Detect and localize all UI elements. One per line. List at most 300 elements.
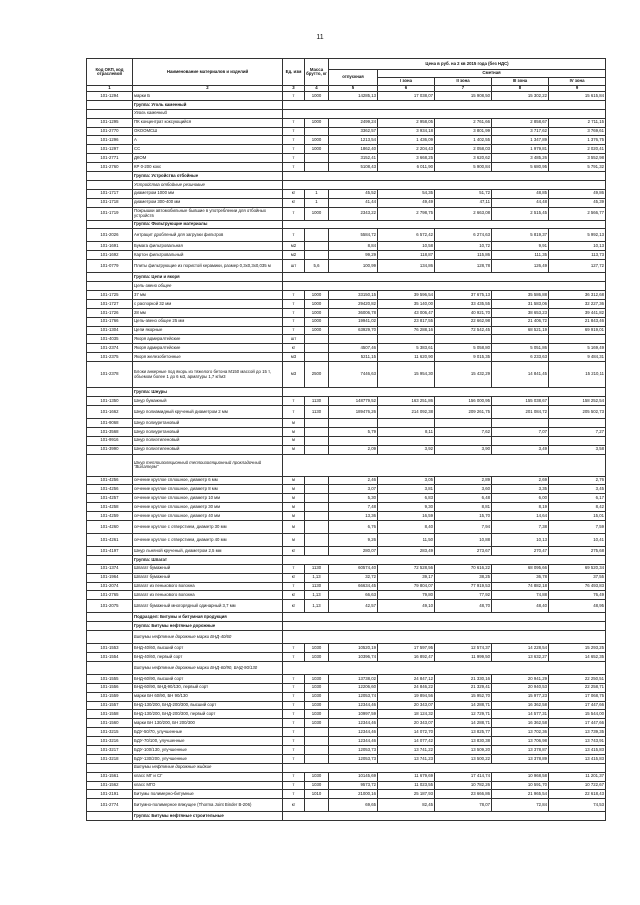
cell-unit: кг	[283, 573, 305, 582]
cell-code: 101-1556	[87, 683, 133, 692]
table-body	[87, 92, 606, 821]
cell-name: сечение круглое с отверстием, диаметр 40 мм	[133, 533, 283, 546]
cell-unit: т	[283, 145, 305, 154]
cell-code: 101-4258	[87, 503, 133, 512]
cell-zone4	[549, 418, 606, 427]
table-row	[87, 418, 606, 427]
cell-zone4: 17 447,66	[549, 719, 606, 728]
cell-zone2: 128,78	[435, 260, 492, 273]
cell-code: 101-1718	[87, 198, 133, 207]
cell-name: Битумы нефтяные дорожные марки БНД-40/60	[133, 631, 283, 644]
table-row	[87, 118, 606, 127]
col-zone3-header: III зона	[492, 78, 549, 86]
cell-price: 12344,46	[329, 719, 378, 728]
cell-zone2: 2 761,66	[435, 118, 492, 127]
cell-zone4: 39 441,82	[549, 308, 606, 317]
table-row	[87, 344, 606, 353]
group-row	[87, 555, 606, 564]
cell-mass: 1000	[305, 308, 329, 317]
cell-name: Битумы полимерно-битумные	[133, 790, 283, 799]
cell-zone1: 13 741,22	[378, 745, 435, 754]
cell-code: 101-3217	[87, 745, 133, 754]
cell-name: КР 0-200 кокс	[133, 163, 283, 172]
cell-zone4: 37,55	[549, 573, 606, 582]
cell-code: 101-1561	[87, 772, 133, 781]
cell-price: 12053,73	[329, 754, 378, 763]
cell-zone2: 2 663,08	[435, 207, 492, 220]
cell-zone4: 15 293,25	[549, 644, 606, 653]
cell-zone1: 6,83	[378, 494, 435, 503]
cell-zone3: 14,64	[492, 512, 549, 521]
table-row	[87, 207, 606, 220]
cell-unit: т	[283, 692, 305, 701]
cell-zone2: 13 830,38	[435, 737, 492, 746]
cell-price: 63929,70	[329, 326, 378, 335]
cell-code: 101-1553	[87, 644, 133, 653]
table-row	[87, 564, 606, 573]
cell-mass	[305, 242, 329, 251]
cell-price: 2499,24	[329, 118, 378, 127]
cell-zone3: 10 968,58	[492, 772, 549, 781]
cell-zone4: 2 711,15	[549, 118, 606, 127]
col-mass-header: Масса брутто, кг	[305, 59, 329, 86]
cell-code: 101-2770	[87, 127, 133, 136]
cell-zone3: 8,19	[492, 503, 549, 512]
cell-zone2: 3,90	[435, 445, 492, 454]
table-row	[87, 701, 606, 710]
cell-price: 66634,45	[329, 582, 378, 591]
cell-name: Уголь каменный	[133, 109, 283, 118]
cell-empty	[283, 100, 606, 109]
cell-zone4: 14 652,35	[549, 652, 606, 661]
cell-zone2: 22 662,98	[435, 317, 492, 326]
col-number: 9	[549, 86, 606, 92]
cell-zone2: 40 921,70	[435, 308, 492, 317]
cell-unit: м	[283, 485, 305, 494]
cell-unit: т	[283, 745, 305, 754]
cell-unit: т	[283, 92, 305, 101]
table-row	[87, 710, 606, 719]
cell-mass	[305, 344, 329, 353]
cell-unit: т	[283, 790, 305, 799]
cell-mass	[305, 154, 329, 163]
cell-zone3: 270,47	[492, 546, 549, 555]
col-unit-header: Ед. изм	[283, 59, 305, 86]
cell-name: Шнур полиамидный крученый диаметром 2 мм	[133, 405, 283, 418]
cell-unit: т	[283, 582, 305, 591]
cell-name: БНД-40/60, высший сорт	[133, 644, 283, 653]
table-row	[87, 692, 606, 701]
cell-zone1: 23 817,55	[378, 317, 435, 326]
cell-zone2: 15,70	[435, 512, 492, 521]
cell-unit: т	[283, 405, 305, 418]
cell-zone1: 76 288,16	[378, 326, 435, 335]
cell-name: Шпагат из пенькового волокна	[133, 582, 283, 591]
cell-zone1: 6 572,42	[378, 229, 435, 242]
cell-name: класс МГ и СГ	[133, 772, 283, 781]
cell-zone3: 5 051,86	[492, 344, 549, 353]
cell-zone1: 2 958,05	[378, 118, 435, 127]
cell-zone2: 13 500,22	[435, 754, 492, 763]
cell-zone1: 283,49	[378, 546, 435, 555]
cell-zone1: 2 798,75	[378, 207, 435, 220]
col-number: 4	[305, 86, 329, 92]
cell-price: 13,36	[329, 512, 378, 521]
cell-name: Группа: Битумы нефтяные строительные	[133, 812, 283, 821]
cell-price: 10520,19	[329, 644, 378, 653]
price-group-header: Цена в руб. на 2 кв 2015 года (без НДС)	[329, 59, 606, 70]
cell-zone3: 48,85	[492, 189, 549, 198]
cell-price: 100,99	[329, 260, 378, 273]
cell-zone1: 25 187,93	[378, 790, 435, 799]
cell-zone3: 13 378,87	[492, 745, 549, 754]
cell-empty	[87, 109, 133, 118]
cell-unit: т	[283, 644, 305, 653]
cell-price: 1213,54	[329, 136, 378, 145]
cell-mass	[305, 353, 329, 362]
cell-name: Группа: Уголь каменный	[133, 100, 283, 109]
cell-zone4: 10,13	[549, 242, 606, 251]
cell-price: 1862,40	[329, 145, 378, 154]
cell-zone4: 22 250,51	[549, 674, 606, 683]
table-row	[87, 719, 606, 728]
cell-empty	[283, 763, 606, 772]
cell-unit: кг	[283, 591, 305, 600]
cell-zone3: 74,88	[492, 591, 549, 600]
cell-name: 28 мм	[133, 308, 283, 317]
cell-empty	[283, 180, 606, 189]
cell-unit: кг	[283, 546, 305, 555]
table-row	[87, 326, 606, 335]
cell-zone2: 5 900,84	[435, 163, 492, 172]
cell-unit: т	[283, 397, 305, 406]
cell-price: 12344,46	[329, 728, 378, 737]
cell-code: 101-4257	[87, 494, 133, 503]
price-table	[86, 58, 606, 821]
cell-unit: м	[283, 476, 305, 485]
table-row	[87, 242, 606, 251]
cell-name: Цепи якорные	[133, 326, 283, 335]
cell-zone3: 15 977,23	[492, 692, 549, 701]
cell-price: 13738,02	[329, 674, 378, 683]
cell-code: 101-1558	[87, 710, 133, 719]
cell-empty	[283, 282, 606, 291]
cell-name: класс МГО	[133, 781, 283, 790]
cell-code: 101-1766	[87, 317, 133, 326]
cell-name: марки БН 60/90, БН 90/130	[133, 692, 283, 701]
cell-zone2: 17 414,74	[435, 772, 492, 781]
cell-zone2: 12 574,37	[435, 644, 492, 653]
cell-empty	[283, 812, 606, 821]
cell-code: 101-2774	[87, 799, 133, 812]
cell-zone4: 13 415,83	[549, 745, 606, 754]
cell-zone1: 134,86	[378, 260, 435, 273]
cell-zone1: 10,58	[378, 242, 435, 251]
cell-unit: м	[283, 436, 305, 445]
cell-code: 101-1662	[87, 405, 133, 418]
cell-price: 41,44	[329, 198, 378, 207]
cell-unit: кг	[283, 189, 305, 198]
cell-empty	[283, 555, 606, 564]
cell-zone2: 8,81	[435, 503, 492, 512]
cell-zone2: 12 729,71	[435, 710, 492, 719]
cell-unit: т	[283, 118, 305, 127]
cell-zone2: 15 432,29	[435, 362, 492, 388]
table-row	[87, 335, 606, 344]
cell-zone3: 35 586,88	[492, 291, 549, 300]
cell-price: 9573,72	[329, 781, 378, 790]
cell-name: Цепь-звено общее 25 мм	[133, 317, 283, 326]
table-row	[87, 781, 606, 790]
cell-name: сечение круглое сплошное, диаметр 40 мм	[133, 512, 283, 521]
cell-zone2: 6,48	[435, 494, 492, 503]
cell-zone3: 5 819,37	[492, 229, 549, 242]
cell-price: 12206,60	[329, 683, 378, 692]
cell-zone1: 3,81	[378, 485, 435, 494]
cell-unit: м	[283, 520, 305, 533]
cell-empty	[87, 180, 133, 189]
cell-code: 101-1562	[87, 781, 133, 790]
cell-unit: т	[283, 317, 305, 326]
cell-code: 101-1725	[87, 291, 133, 300]
cell-zone3: 13 632,27	[492, 652, 549, 661]
cell-code: 101-2771	[87, 154, 133, 163]
cell-name: СС	[133, 145, 283, 154]
cell-name: Битумы нефтяные дорожные жидкие	[133, 763, 283, 772]
cell-price: 2343,22	[329, 207, 378, 220]
cell-unit: м	[283, 494, 305, 503]
cell-zone1: 8,11	[378, 427, 435, 436]
cell-zone3: 14 577,31	[492, 710, 549, 719]
cell-zone1: 39 596,54	[378, 291, 435, 300]
cell-zone4: 22 618,43	[549, 790, 606, 799]
group-row	[87, 100, 606, 109]
cell-zone3: 74 882,18	[492, 582, 549, 591]
cell-code: 101-2378	[87, 362, 133, 388]
cell-name: с распоркой 32 мм	[133, 299, 283, 308]
cell-zone2: 14 288,71	[435, 701, 492, 710]
cell-name: Цепь-звено общее	[133, 282, 283, 291]
cell-unit: т	[283, 683, 305, 692]
table-row	[87, 260, 606, 273]
cell-code: 101-4261	[87, 533, 133, 546]
cell-zone1: 15 954,30	[378, 362, 435, 388]
cell-name: БНД-130/200, БНД-200/300, первый сорт	[133, 710, 283, 719]
cell-zone4	[549, 335, 606, 344]
group-row	[87, 613, 606, 622]
cell-zone1: 118,87	[378, 251, 435, 260]
cell-price: 7,48	[329, 503, 378, 512]
cell-zone2: 156 000,95	[435, 397, 492, 406]
cell-zone3: 5 680,95	[492, 163, 549, 172]
cell-price: 10396,74	[329, 652, 378, 661]
cell-name: БНД-130/200, БНД-200/300, высший сорт	[133, 701, 283, 710]
table-row	[87, 546, 606, 555]
cell-empty	[87, 388, 133, 397]
cell-zone2: 72 542,45	[435, 326, 492, 335]
cell-mass: 1000	[305, 118, 329, 127]
cell-mass: 1000	[305, 326, 329, 335]
cell-code: 101-1719	[87, 207, 133, 220]
table-row	[87, 512, 606, 521]
cell-zone1: 1 436,09	[378, 136, 435, 145]
cell-mass	[305, 512, 329, 521]
table-row	[87, 436, 606, 445]
cell-zone1: 18 124,32	[378, 710, 435, 719]
cell-mass: 1030	[305, 644, 329, 653]
cell-zone2: 115,86	[435, 251, 492, 260]
cell-code: 101-2374	[87, 344, 133, 353]
table-row	[87, 308, 606, 317]
cell-zone2: 21 329,41	[435, 683, 492, 692]
cell-zone2: 77 919,53	[435, 582, 492, 591]
cell-price: 2,09	[329, 445, 378, 454]
subgroup-row	[87, 763, 606, 772]
cell-unit: т	[283, 710, 305, 719]
cell-zone3: 16 362,58	[492, 719, 549, 728]
col-number: 8	[492, 86, 549, 92]
cell-zone1: 11 679,69	[378, 772, 435, 781]
cell-zone4: 76 493,83	[549, 582, 606, 591]
cell-name: Блоки анкерные под якорь из тяжелого бетона М150 массой до 15 т, объемом более 1 до 6 м3, арматуры 1,7 кг/м3	[133, 362, 283, 388]
cell-mass	[305, 427, 329, 436]
cell-empty	[283, 109, 606, 118]
col-zone1-header: I зона	[378, 78, 435, 86]
cell-unit: т	[283, 229, 305, 242]
col-number: 7	[435, 86, 492, 92]
cell-name: ОКООМСШ	[133, 127, 283, 136]
cell-zone4: 13 743,91	[549, 737, 606, 746]
cell-zone3	[492, 436, 549, 445]
cell-mass: 1000	[305, 299, 329, 308]
cell-zone3: 10 591,70	[492, 781, 549, 790]
cell-price: 3,07	[329, 485, 378, 494]
cell-name: диаметром 300-400 мм	[133, 198, 283, 207]
cell-zone4: 13 739,35	[549, 728, 606, 737]
table-row	[87, 582, 606, 591]
table-row	[87, 520, 606, 533]
cell-price: 6,76	[329, 520, 378, 533]
cell-unit: т	[283, 136, 305, 145]
table-row	[87, 745, 606, 754]
cell-name: ДКОМ	[133, 154, 283, 163]
cell-mass: 1	[305, 198, 329, 207]
cell-zone1: 20 343,07	[378, 719, 435, 728]
cell-name: Шнур полиэтиленовый	[133, 445, 283, 454]
cell-zone3	[492, 335, 549, 344]
table-row	[87, 299, 606, 308]
table-row	[87, 317, 606, 326]
cell-zone3: 36,78	[492, 573, 549, 582]
cell-price: 10997,59	[329, 710, 378, 719]
cell-mass	[305, 494, 329, 503]
cell-empty	[87, 622, 133, 631]
cell-code: 101-2074	[87, 582, 133, 591]
cell-mass	[305, 546, 329, 555]
table-row	[87, 494, 606, 503]
cell-zone2	[435, 436, 492, 445]
table-row	[87, 397, 606, 406]
cell-mass: 1000	[305, 207, 329, 220]
cell-price	[329, 436, 378, 445]
cell-mass	[305, 163, 329, 172]
cell-mass: 1030	[305, 772, 329, 781]
table-row	[87, 427, 606, 436]
cell-mass	[305, 485, 329, 494]
cell-mass: 1030	[305, 692, 329, 701]
cell-name: Группа: Устройства отбойные	[133, 172, 283, 181]
table-row	[87, 799, 606, 812]
cell-mass	[305, 520, 329, 533]
cell-name: Шпагат из пенькового волокна	[133, 591, 283, 600]
cell-zone3: 2,69	[492, 476, 549, 485]
cell-code: 101-1294	[87, 92, 133, 101]
cell-zone4: 15,01	[549, 512, 606, 521]
cell-zone4: 74,53	[549, 799, 606, 812]
cell-code: 101-3990	[87, 445, 133, 454]
group-row	[87, 622, 606, 631]
col-number: 2	[133, 86, 283, 92]
cell-code: 101-1964	[87, 573, 133, 582]
cell-zone2: 13 509,20	[435, 745, 492, 754]
cell-mass	[305, 229, 329, 242]
cell-zone3: 3,49	[492, 445, 549, 454]
cell-zone1: 9,30	[378, 503, 435, 512]
cell-zone3: 3,35	[492, 485, 549, 494]
cell-code: 101-3215	[87, 728, 133, 737]
cell-empty	[283, 273, 606, 282]
cell-price: 14285,13	[329, 92, 378, 101]
table-row	[87, 291, 606, 300]
cell-zone3: 3 717,62	[492, 127, 549, 136]
cell-zone4: 7,59	[549, 520, 606, 533]
cell-empty	[283, 220, 606, 229]
cell-zone2: 38,25	[435, 573, 492, 582]
cell-code: 101-9916	[87, 436, 133, 445]
cell-name: Битумно-полимерное вяжущее (Thorma Joint Binder В-206)	[133, 799, 283, 812]
cell-zone4: 11 201,37	[549, 772, 606, 781]
cell-empty	[87, 812, 133, 821]
cell-price: 5211,15	[329, 353, 378, 362]
cell-empty	[87, 661, 133, 674]
cell-zone1: 6 011,90	[378, 163, 435, 172]
cell-zone3: 2 515,45	[492, 207, 549, 220]
cell-zone3: 126,49	[492, 260, 549, 273]
cell-price: 280,07	[329, 546, 378, 555]
cell-zone4: 1 376,75	[549, 136, 606, 145]
cell-price: 3362,57	[329, 127, 378, 136]
cell-name: Шнур льняной крученый, диаметром 2,5 мм	[133, 546, 283, 555]
cell-mass: 1	[305, 189, 329, 198]
cell-zone1: 16 892,47	[378, 652, 435, 661]
cell-zone4: 3 769,61	[549, 127, 606, 136]
cell-mass: 1130	[305, 405, 329, 418]
cell-zone1: 20 343,07	[378, 701, 435, 710]
col-name-header: Наименование материалов и изделий	[133, 59, 283, 86]
cell-zone3: 16 362,58	[492, 701, 549, 710]
cell-zone3: 6 233,63	[492, 353, 549, 362]
cell-empty	[87, 454, 133, 476]
cell-zone2	[435, 418, 492, 427]
table-row	[87, 353, 606, 362]
cell-unit: т	[283, 772, 305, 781]
cell-mass: 1130	[305, 582, 329, 591]
table-row	[87, 229, 606, 242]
cell-name: Покрышки автомобильные бывшие в употреблении для отбойных устройств	[133, 207, 283, 220]
cell-code: 101-3218	[87, 754, 133, 763]
col-number: 1	[87, 86, 133, 92]
cell-unit: кг	[283, 600, 305, 613]
